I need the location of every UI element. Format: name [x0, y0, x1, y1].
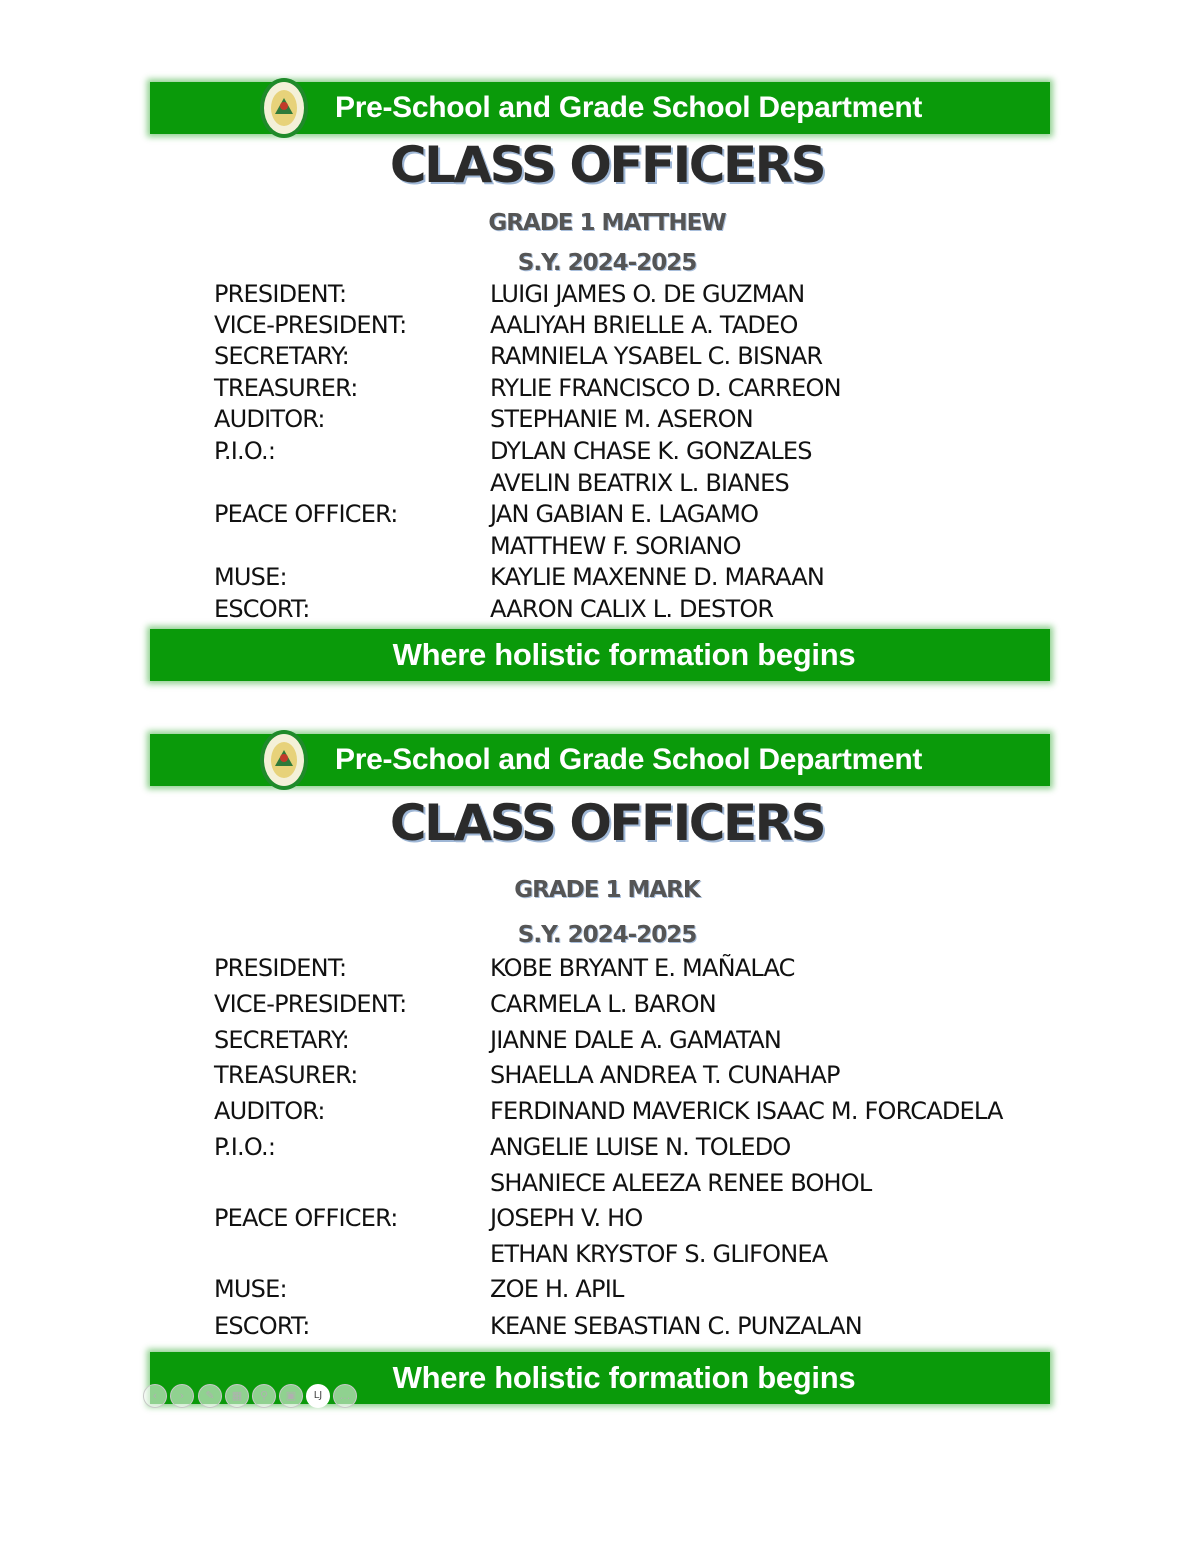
officer-name: AARON CALIX L. DESTOR — [490, 595, 774, 623]
officer-row — [0, 1026, 1200, 1058]
officer-row — [0, 532, 1200, 564]
officer-row — [0, 342, 1200, 374]
department-title: Pre-School and Grade School Department — [335, 91, 923, 124]
officer-role: PEACE OFFICER: — [214, 500, 398, 528]
officer-role: SECRETARY: — [214, 1026, 349, 1054]
officer-row — [0, 1240, 1200, 1272]
header-banner — [150, 734, 1050, 786]
officer-name: LUIGI JAMES O. DE GUZMAN — [490, 280, 805, 308]
department-title: Pre-School and Grade School Department — [335, 743, 923, 776]
officer-name: JOSEPH V. HO — [490, 1204, 643, 1232]
header-banner — [150, 82, 1050, 134]
officer-name: RYLIE FRANCISCO D. CARREON — [490, 374, 841, 402]
officer-role: AUDITOR: — [214, 405, 325, 433]
officer-role: PEACE OFFICER: — [214, 1204, 398, 1232]
officer-role: PRESIDENT: — [214, 954, 347, 982]
more-icon[interactable]: ... — [333, 1384, 357, 1408]
officer-row — [0, 405, 1200, 437]
officer-name: SHAELLA ANDREA T. CUNAHAP — [490, 1061, 840, 1089]
officer-role: ESCORT: — [214, 1312, 310, 1340]
officer-row — [0, 469, 1200, 501]
officer-role: PRESIDENT: — [214, 280, 347, 308]
officer-row — [0, 1061, 1200, 1093]
officer-name: CARMELA L. BARON — [490, 990, 716, 1018]
officer-name: MATTHEW F. SORIANO — [490, 532, 741, 560]
officer-row — [0, 595, 1200, 627]
officer-row — [0, 1097, 1200, 1129]
subtitle-icon[interactable]: ▣ — [279, 1384, 303, 1408]
officer-role: TREASURER: — [214, 1061, 358, 1089]
officer-name: RAMNIELA YSABEL C. BISNAR — [490, 342, 823, 370]
grade-section-label: GRADE 1 MATTHEW — [488, 210, 726, 236]
officer-row — [0, 1169, 1200, 1201]
officer-role: P.I.O.: — [214, 437, 276, 465]
school-seal-icon — [258, 76, 310, 140]
officer-role: MUSE: — [214, 1275, 287, 1303]
officer-row — [0, 311, 1200, 343]
officer-row — [0, 1204, 1200, 1236]
officer-role: AUDITOR: — [214, 1097, 325, 1125]
officer-name: ETHAN KRYSTOF S. GLIFONEA — [490, 1240, 828, 1268]
officer-row — [0, 1133, 1200, 1165]
school-year-label: S.Y. 2024-2025 — [517, 922, 697, 948]
school-year-label: S.Y. 2024-2025 — [517, 250, 697, 276]
officer-row — [0, 1312, 1200, 1344]
zoom-icon[interactable]: ⚲ — [252, 1384, 276, 1408]
pen-icon[interactable]: ✎ — [198, 1384, 222, 1408]
officer-role: MUSE: — [214, 563, 287, 591]
officer-role: TREASURER: — [214, 374, 358, 402]
tagline: Where holistic formation begins — [392, 637, 856, 672]
forward-icon[interactable]: › — [170, 1384, 194, 1408]
officer-name: JAN GABIAN E. LAGAMO — [490, 500, 759, 528]
officer-name: ANGELIE LUISE N. TOLEDO — [490, 1133, 791, 1161]
officer-name: KOBE BRYANT E. MAÑALAC — [490, 954, 795, 982]
officer-role: VICE-PRESIDENT: — [214, 990, 407, 1018]
officer-name: DYLAN CHASE K. GONZALES — [490, 437, 812, 465]
grade-section-label: GRADE 1 MARK — [514, 877, 700, 903]
officer-row — [0, 500, 1200, 532]
officer-role: P.I.O.: — [214, 1133, 276, 1161]
officer-name: JIANNE DALE A. GAMATAN — [490, 1026, 782, 1054]
officer-row — [0, 1275, 1200, 1307]
page-title: CLASS OFFICERS — [389, 794, 825, 852]
officer-row — [0, 990, 1200, 1022]
officer-role: VICE-PRESIDENT: — [214, 311, 407, 339]
officer-role: ESCORT: — [214, 595, 310, 623]
officer-row — [0, 280, 1200, 312]
officer-name: SHANIECE ALEEZA RENEE BOHOL — [490, 1169, 872, 1197]
officer-name: AVELIN BEATRIX L. BIANES — [490, 469, 789, 497]
officer-row — [0, 563, 1200, 595]
viewer-toolbar — [143, 1384, 363, 1414]
officer-name: ZOE H. APIL — [490, 1275, 624, 1303]
officer-name: KEANE SEBASTIAN C. PUNZALAN — [490, 1312, 862, 1340]
page-indicator[interactable]: LJ — [306, 1384, 330, 1408]
officer-name: STEPHANIE M. ASERON — [490, 405, 753, 433]
officer-row — [0, 374, 1200, 406]
footer-banner — [150, 629, 1050, 681]
grid-icon[interactable]: ▦ — [225, 1384, 249, 1408]
tagline: Where holistic formation begins — [392, 1360, 856, 1395]
school-seal-icon — [258, 728, 310, 792]
officer-role: SECRETARY: — [214, 342, 349, 370]
back-icon[interactable]: ‹ — [143, 1384, 167, 1408]
page-title: CLASS OFFICERS — [389, 136, 825, 194]
officer-row — [0, 954, 1200, 986]
officer-name: AALIYAH BRIELLE A. TADEO — [490, 311, 798, 339]
officer-row — [0, 437, 1200, 469]
officer-name: FERDINAND MAVERICK ISAAC M. FORCADELA — [490, 1097, 1003, 1125]
officer-name: KAYLIE MAXENNE D. MARAAN — [490, 563, 825, 591]
